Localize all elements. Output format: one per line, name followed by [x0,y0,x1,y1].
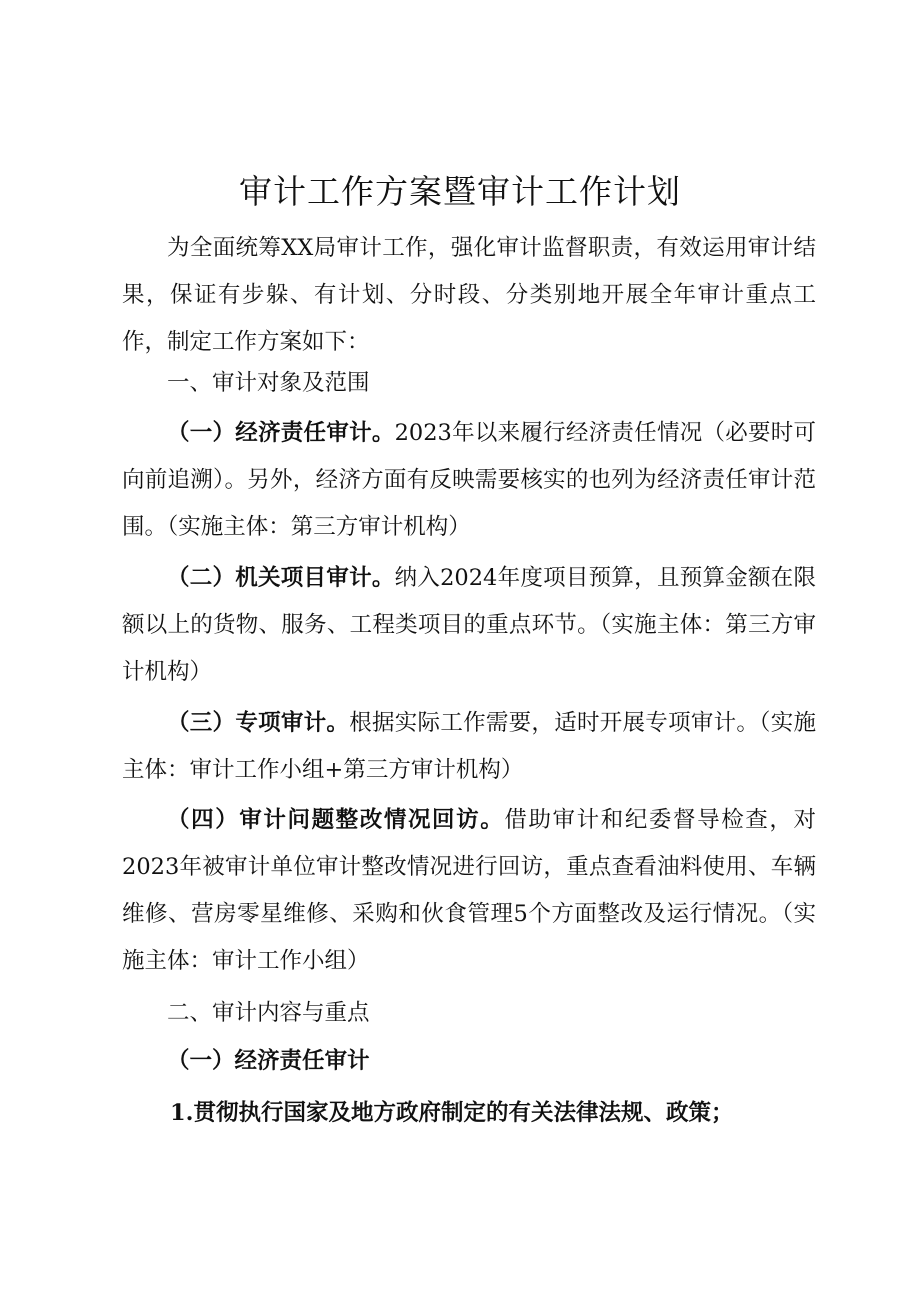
section-2-subheading: （一）经济责任审计 [167,1048,370,1074]
section-1-heading: 一、审计对象及范围 [167,370,370,396]
item-4-lead: （四）审计问题整改情况回访。 [167,807,505,833]
section-2-item-1 [122,1090,816,1137]
intro-paragraph: 为全面统筹XX局审计工作，强化审计监督职责，有效运用审计结果，保证有步躲、有计划、分时段、分类别地开展全年审计重点工作，制定工作方案如下： [122,235,816,355]
item-4-body: 借助审计和纪委督导检查，对2023年被审计单位审计整改情况进行回访，重点查看油料使用、车辆维修、营房零星维修、采购和伙食管理5个方面整改及运行情况。（实施主体：审计工作小组） [122,807,816,974]
item-2-lead: （二）机关项目审计。 [167,565,395,591]
document-title: 审计工作方案暨审计工作计划 [239,172,681,211]
section-1-item-1 [122,410,816,551]
item-1-body: 2023年以来履行经济责任情况（必要时可向前追溯）。另外，经济方面有反映需要核实的也列为经济责任审计范围。（实施主体：第三方审计机构） [122,420,816,540]
section-2-item-1-text: 1.贯彻执行国家及地方政府制定的有关法律法规、政策； [170,1100,734,1126]
section-1-item-2 [122,555,816,696]
section-1-item-4 [122,797,816,985]
item-3-body: 根据实际工作需要，适时开展专项审计。（实施主体：审计工作小组+第三方审计机构） [122,710,816,783]
section-1-item-3 [122,700,816,794]
section-2-heading: 二、审计内容与重点 [167,1000,370,1026]
item-2-body: 纳入2024年度项目预算，且预算金额在限额以上的货物、服务、工程类项目的重点环节。（实施主体：第三方审计机构） [122,565,816,685]
item-3-lead: （三）专项审计。 [167,710,350,736]
item-1-lead: （一）经济责任审计。 [167,420,395,446]
